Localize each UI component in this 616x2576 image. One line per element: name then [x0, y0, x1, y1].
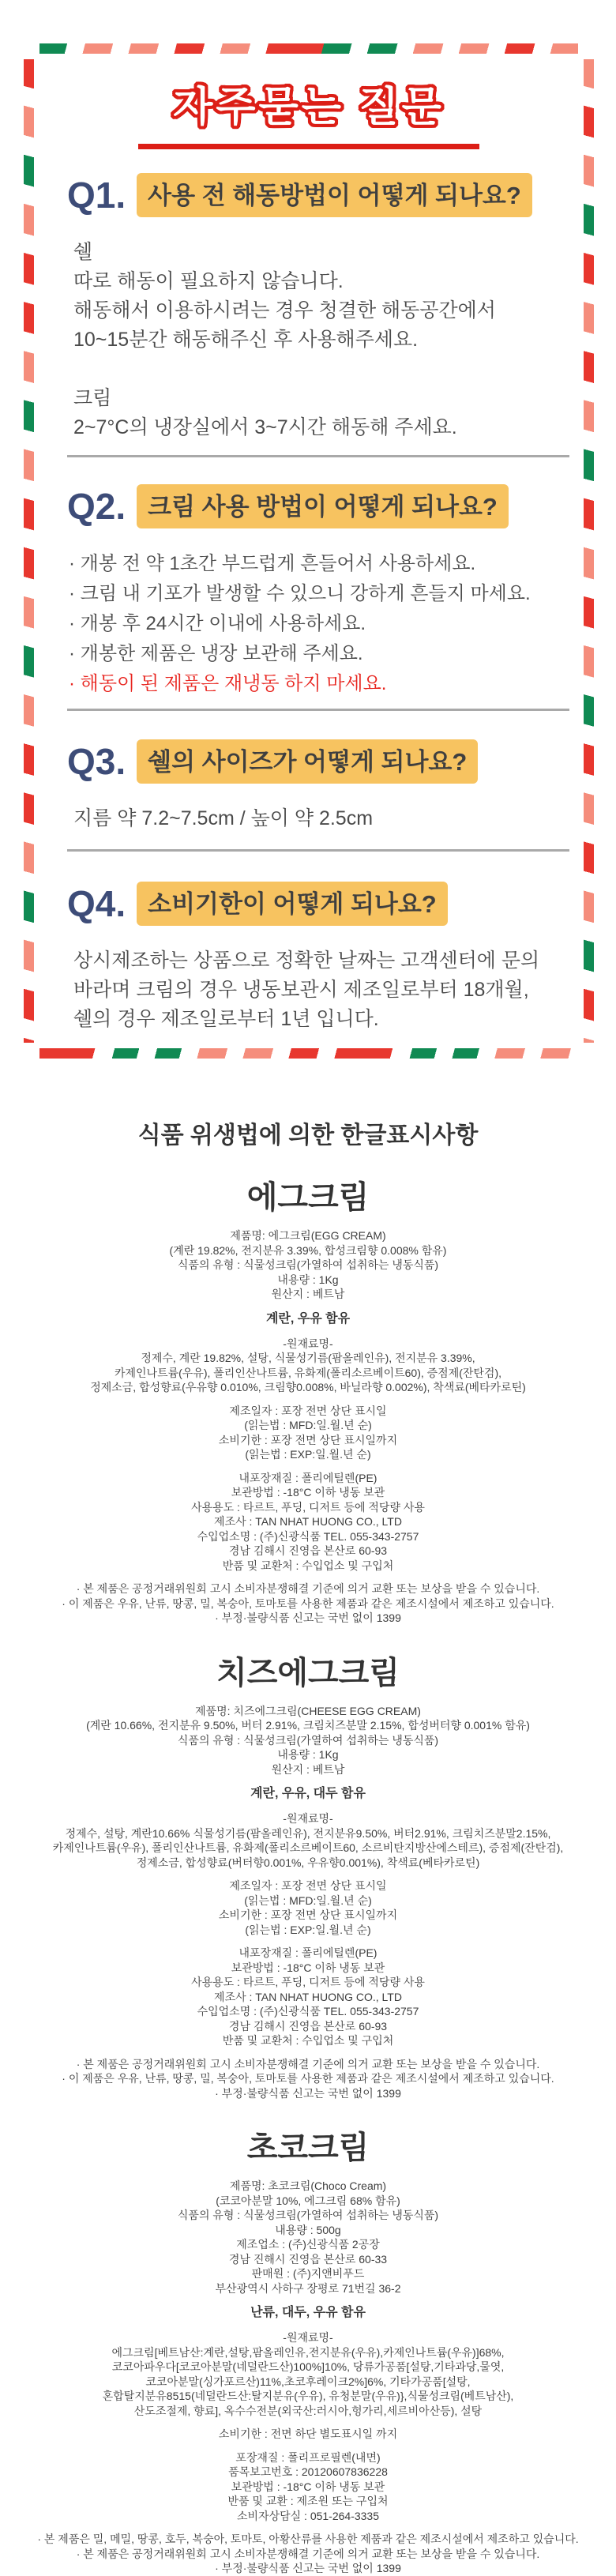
answer-line: 따로 해동이 필요하지 않습니다. [73, 270, 344, 292]
info-block [0, 2532, 616, 2576]
info-line: 내포장재질 : 폴리에틸렌(PE) [239, 1471, 377, 1484]
info-line: 식품의 유형 : 식물성크림(가열하여 섭취하는 냉동식품) [177, 1733, 439, 1747]
answer-line [73, 355, 550, 384]
info-line: 계란, 우유 함유 [265, 1311, 351, 1326]
info-line: 정제소금, 합성향료(우유향 0.010%, 크림향0.008%, 바닐라향 0.002%), 착색료(베타카로틴) [90, 1381, 526, 1393]
info-line: 내용량 : 1Kg [277, 1748, 339, 1761]
question-text: 쉘의 사이즈가 어떻게 되나요? [137, 739, 478, 784]
question-number: Q3. [67, 741, 126, 782]
info-line: 판매원 : (주)지앤비푸드 [251, 2267, 365, 2280]
info-line: 식품의 유형 : 식물성크림(가열하여 섭취하는 냉동식품) [177, 2209, 439, 2221]
info-block [0, 1581, 616, 1626]
korean-labeling-section [0, 1115, 616, 2576]
info-line: -원재료명- [283, 2331, 333, 2344]
info-line: · 본 제품은 공정거래위원회 고시 소비자분쟁해결 기준에 의거 교환 또는 보상을 받을 수 있습니다. [76, 2057, 540, 2070]
info-line: (읽는법 : EXP:일.월.년 순) [245, 1448, 371, 1461]
answer-line: 상시제조하는 상품으로 정확한 날짜는 고객센터에 문의 [73, 950, 540, 972]
question-text: 크림 사용 방법이 어떻게 되나요? [137, 484, 509, 528]
info-line: 포장재질 : 폴리프로필렌(내면) [235, 2450, 381, 2464]
info-line: 보관방법 : -18°C 이하 냉동 보관 [231, 1486, 385, 1499]
info-block [0, 1878, 616, 1937]
info-line: 산도조절제, 향료], 옥수수전분(외국산:러시아,헝가리,세르비아산등), 설탕 [133, 2404, 483, 2417]
answer-line: · 크림 내 기포가 발생할 수 있으니 강하게 흔들지 마세요. [69, 583, 531, 604]
question-number: Q1. [67, 175, 126, 216]
faq-title: 자주묻는 질문 [173, 85, 445, 130]
question-text: 소비기한이 어떻게 되나요? [137, 882, 448, 926]
info-line: 경남 김해시 진영읍 본산로 60-93 [228, 2019, 388, 2033]
info-line: 소비자상담실 : 051-264-3335 [237, 2509, 379, 2522]
info-line: 제조사 : TAN NHAT HUONG CO., LTD [214, 1990, 402, 2003]
info-line: 부산광역시 사하구 장평로 71번길 36-2 [215, 2281, 401, 2295]
info-line: (읽는법 : MFD:일.월.년 순) [244, 1893, 372, 1907]
answer-line: 10~15분간 해동해주신 후 사용해주세요. [73, 329, 419, 351]
info-line: 사용용도 : 타르트, 푸딩, 디저트 등에 적당량 사용 [191, 1976, 425, 1988]
faq-card [24, 43, 594, 1059]
info-line: · 이 제품은 우유, 난류, 땅콩, 밀, 복숭아, 토마토를 사용한 제품과 같은 제조시설에서 제조하고 있습니다. [62, 2072, 554, 2085]
answer-line: 지름 약 7.2~7.5cm / 높이 약 2.5cm [73, 807, 374, 829]
product-title: 치즈에그크림 [216, 1655, 400, 1690]
info-line: 제조일자 : 포장 전면 상단 표시일 [229, 1404, 387, 1417]
info-block [0, 1471, 616, 1574]
info-line: 반품 및 교환 : 제조원 또는 구입처 [227, 2495, 389, 2507]
answer-line: 2~7°C의 냉장실에서 3~7시간 해동해 주세요. [73, 416, 457, 438]
info-line: · 본 제품은 공정거래위원회 고시 소비자분쟁해결 기준에 의거 교환 또는 보상을 받을 수 있습니다. [76, 2547, 540, 2560]
info-line: 소비기한 : 전면 하단 별도표시일 까지 [218, 2427, 398, 2440]
info-line: 내용량 : 500g [275, 2223, 341, 2236]
product-title: 에그크림 [246, 1180, 370, 1215]
info-block [0, 2179, 616, 2296]
info-block [0, 1811, 616, 1870]
info-block [0, 1311, 616, 1328]
info-line: · 이 제품은 우유, 난류, 땅콩, 밀, 복숭아, 토마토를 사용한 제품과 같은 제조시설에서 제조하고 있습니다. [62, 1596, 554, 1610]
info-block [0, 2330, 616, 2418]
info-line: 제품명: 에그크림(EGG CREAM) [230, 1229, 386, 1242]
info-block [0, 2427, 616, 2442]
info-line: 반품 및 교환처 : 수입업소 및 구입처 [222, 2034, 394, 2047]
info-block [0, 1337, 616, 1395]
info-line: 정제수, 계란 19.82%, 설탕, 식물성기름(팜올레인유), 전지분유 3.39%, [141, 1352, 475, 1364]
info-block [0, 1704, 616, 1777]
answer-line: · 개봉 후 24시간 이내에 사용하세요. [69, 613, 366, 634]
product-info [0, 1228, 616, 1626]
info-line: 코코아파우다[코코아분말(네덜란드산)100%]10%, 당류가공품[설탕,기타과당,물엿, [111, 2360, 505, 2373]
info-line: 난류, 대두, 우유 함유 [250, 2306, 366, 2319]
divider [67, 709, 569, 711]
product-title: 초코크림 [246, 2130, 370, 2165]
info-line: 수입업소명 : (주)신광식품 TEL. 055-343-2757 [197, 2005, 419, 2018]
faq-question-1 [67, 173, 550, 442]
info-line: 제조일자 : 포장 전면 상단 표시일 [229, 1879, 387, 1892]
faq-question-4 [67, 882, 550, 1034]
answer-line: · 개봉 전 약 1초간 부드럽게 흔들어서 사용하세요. [69, 553, 476, 574]
answer-line: 바라며 크림의 경우 냉동보관시 제조일로부터 18개월, [73, 979, 529, 1001]
info-line: 식품의 유형 : 식물성크림(가열하여 섭취하는 냉동식품) [177, 1258, 439, 1271]
info-line: (계란 10.66%, 전지분유 9.50%, 버터 2.91%, 크림치즈분말 2.15%, 합성버터향 0.001% 함유) [86, 1719, 530, 1732]
info-block [0, 1785, 616, 1803]
product-info [0, 2179, 616, 2576]
info-line: 제조사 : TAN NHAT HUONG CO., LTD [214, 1515, 402, 1528]
info-line: 보관방법 : -18°C 이하 냉동 보관 [231, 2480, 385, 2493]
info-line: 보관방법 : -18°C 이하 냉동 보관 [231, 1961, 385, 1974]
answer-line: · 개봉한 제품은 냉장 보관해 주세요. [69, 643, 363, 664]
info-line: 혼합탈지분유8515(네덜란드산:탈지분유(우유), 유청분말(우유)},식물성크림(베트남산), [102, 2390, 514, 2402]
product-choco-cream [0, 2123, 616, 2576]
info-line: 품목보고번호 : 20120607836228 [228, 2465, 388, 2478]
answer-line: 크림 [73, 387, 112, 409]
question-text: 사용 전 해동방법이 어떻게 되나요? [137, 173, 532, 217]
info-line: 수입업소명 : (주)신광식품 TEL. 055-343-2757 [197, 1529, 419, 1543]
answer-text [67, 238, 550, 442]
faq-question-3 [67, 739, 550, 833]
info-line: · 본 제품은 공정거래위원회 고시 소비자분쟁해결 기준에 의거 교환 또는 보상을 받을 수 있습니다. [76, 1582, 540, 1595]
info-line: 카제인나트륨(우유), 폴리인산나트륨, 유화제(폴리소르베이트60), 증점제(잔탄검), [114, 1366, 501, 1379]
question-row [67, 484, 550, 528]
info-line: 제품명: 치즈에그크림(CHEESE EGG CREAM) [195, 1704, 421, 1717]
info-line: 반품 및 교환처 : 수입업소 및 구입처 [222, 1559, 394, 1572]
info-line: 경남 진해시 진영읍 본산로 60-33 [228, 2252, 388, 2266]
info-block [0, 2304, 616, 2322]
question-row [67, 173, 550, 217]
info-line: 계란, 우유, 대두 함유 [250, 1787, 366, 1800]
info-line: 정제소금, 합성향료(버터향0.001%, 우유향0.001%), 착색료(베타카로틴) [136, 1856, 480, 1869]
info-line: 코코아분말(싱가포르산)11%,초코후레이크2%]6%, 기타가공품[설탕, [145, 2375, 471, 2388]
info-line: (읽는법 : EXP:일.월.년 순) [245, 1923, 371, 1936]
question-row [67, 739, 550, 784]
info-block [0, 1404, 616, 1462]
info-line: -원재료명- [283, 1812, 333, 1825]
info-line: 제품명: 초코크림(Choco Cream) [229, 2179, 387, 2192]
info-block [0, 1228, 616, 1302]
info-line: · 부정·불량식품 신고는 국번 없이 1399 [215, 2086, 401, 2100]
info-line: 정제수, 설탕, 계란10.66% 식물성기름(팜올레인유), 전지분유9.50%, 버터2.91%, 크림치즈분말2.15%, [65, 1826, 551, 1840]
info-line: 내용량 : 1Kg [277, 1273, 339, 1286]
info-line: 카제인나트륨(우유), 폴리인산나트륨, 유화제(폴리소르베이트60, 소르비탄지방산에스테르), 증점제(잔탄검), [52, 1841, 564, 1854]
answer-line: 쉘 [73, 241, 93, 263]
info-block [0, 1946, 616, 2048]
answer-line: 해동해서 이용하시려는 경우 청결한 해동공간에서 [73, 299, 496, 322]
info-line: 제조업소 : (주)신광식품 2공장 [236, 2238, 380, 2251]
info-line: 에그크림[베트남산:계란,설탕,팜올레인유,전지분유(우유),카제인나트륨(우유)]68%, [111, 2345, 505, 2359]
info-block [0, 2450, 616, 2524]
question-row [67, 882, 550, 926]
product-egg-cream [0, 1172, 616, 1626]
info-line: 원산지 : 베트남 [271, 1288, 345, 1300]
info-line: 내포장재질 : 폴리에틸렌(PE) [239, 1946, 377, 1959]
info-line: 원산지 : 베트남 [271, 1762, 345, 1776]
answer-line: · 해동이 된 제품은 재냉동 하지 마세요. [69, 673, 387, 694]
info-line: · 부정·불량식품 신고는 국번 없이 1399 [215, 2562, 401, 2574]
question-number: Q2. [67, 486, 126, 527]
info-line: (코코아분말 10%, 에그크림 68% 함유) [216, 2194, 400, 2207]
faq-question-2 [67, 484, 550, 699]
product-info [0, 1704, 616, 2101]
answer-text [67, 804, 550, 833]
faq-content [24, 43, 594, 1059]
divider [67, 455, 569, 457]
answer-text [67, 946, 550, 1034]
divider [67, 849, 569, 852]
product-cheese-egg-cream [0, 1648, 616, 2101]
info-line: · 본 제품은 밀, 메밀, 땅콩, 호두, 복숭아, 토마토, 아황산류를 사용한 제품과 같은 제조시설에서 제조하고 있습니다. [37, 2533, 579, 2545]
info-line: 사용용도 : 타르트, 푸딩, 디저트 등에 적당량 사용 [191, 1500, 425, 1514]
faq-title-underline [138, 144, 479, 149]
answer-line: 쉘의 경우 제조일로부터 1년 입니다. [73, 1008, 379, 1030]
info-line: 경남 김해시 진영읍 본산로 60-93 [228, 1544, 388, 1557]
question-number: Q4. [67, 883, 126, 924]
info-line: · 부정·불량식품 신고는 국번 없이 1399 [215, 1611, 401, 1624]
info-line: 소비기한 : 포장 전면 상단 표시일까지 [218, 1908, 398, 1921]
info-line: (읽는법 : MFD:일.월.년 순) [244, 1419, 372, 1431]
info-block [0, 2057, 616, 2101]
info-line: -원재료명- [283, 1337, 333, 1350]
answer-text [67, 549, 550, 699]
info-line: (계란 19.82%, 전지분유 3.39%, 합성크림향 0.008% 함유) [169, 1243, 447, 1257]
info-line: 소비기한 : 포장 전면 상단 표시일까지 [218, 1433, 398, 1446]
labeling-heading: 식품 위생법에 의한 한글표시사항 [137, 1123, 479, 1149]
